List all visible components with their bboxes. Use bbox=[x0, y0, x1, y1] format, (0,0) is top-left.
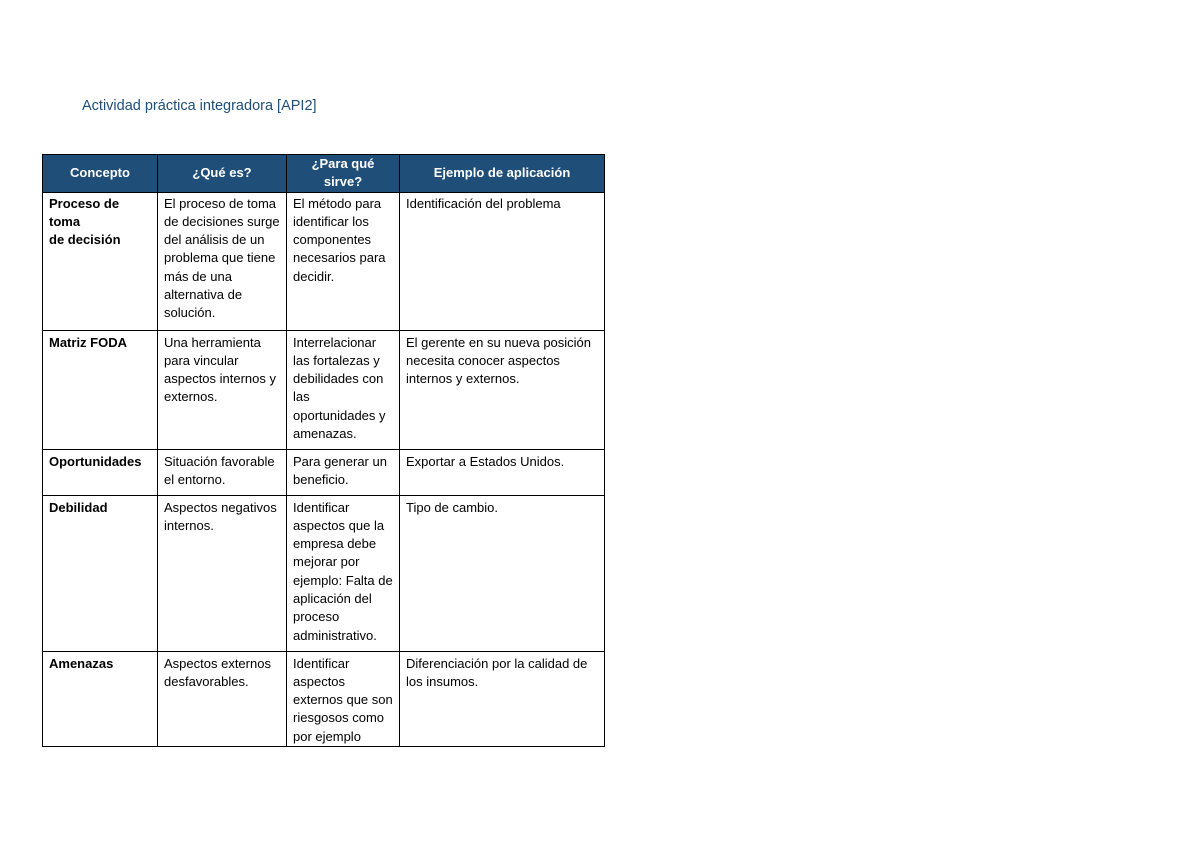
table-row bbox=[43, 651, 605, 746]
concept-table bbox=[42, 154, 605, 747]
example-text: Identificación del problema bbox=[406, 195, 561, 211]
header-ejemplo: Ejemplo de aplicación bbox=[400, 155, 605, 193]
table-row bbox=[43, 192, 605, 330]
example-cell bbox=[400, 192, 605, 330]
table-header-row bbox=[43, 155, 605, 193]
example-cell bbox=[400, 330, 605, 449]
purpose-cell bbox=[287, 192, 400, 330]
example-text: Diferenciación por la calidad de los insumos. bbox=[406, 655, 588, 689]
purpose-cell bbox=[287, 651, 400, 746]
concept-text: Debilidad bbox=[49, 499, 108, 515]
definition-cell bbox=[158, 651, 287, 746]
purpose-text: Identificar aspectos que la empresa debe mejorar por ejemplo: Falta de aplicación del proceso administrativo. bbox=[293, 499, 393, 643]
example-text: Exportar a Estados Unidos. bbox=[406, 453, 565, 469]
definition-text: Una herramienta para vincular aspectos internos y externos. bbox=[164, 334, 277, 405]
concept-cell bbox=[43, 651, 158, 746]
example-cell bbox=[400, 651, 605, 746]
purpose-text: Interrelacionar las fortalezas y debilidades con las oportunidades y amenazas. bbox=[293, 334, 386, 442]
purpose-text: Para generar un beneficio. bbox=[293, 453, 387, 487]
definition-text: Aspectos negativos internos. bbox=[164, 499, 277, 533]
definition-text: Situación favorable el entorno. bbox=[164, 453, 275, 487]
document-title: Actividad práctica integradora [API2] bbox=[82, 98, 317, 114]
concept-text: Proceso de toma de decisión bbox=[49, 195, 121, 248]
header-que-es: ¿Qué es? bbox=[158, 155, 287, 193]
example-cell bbox=[400, 495, 605, 651]
concept-cell bbox=[43, 495, 158, 651]
table-row bbox=[43, 330, 605, 449]
purpose-cell bbox=[287, 495, 400, 651]
definition-cell bbox=[158, 495, 287, 651]
purpose-text: Identificar aspectos externos que son riesgosos como por ejemplo bbox=[293, 655, 393, 744]
definition-cell bbox=[158, 330, 287, 449]
definition-text: El proceso de toma de decisiones surge del análisis de un problema que tiene más de una alternativa de solución. bbox=[164, 195, 280, 321]
example-text: El gerente en su nueva posición necesita conocer aspectos internos y externos. bbox=[406, 334, 592, 387]
purpose-cell bbox=[287, 449, 400, 495]
header-concepto: Concepto bbox=[43, 155, 158, 193]
concept-text: Oportunidades bbox=[49, 453, 142, 469]
concept-text: Matriz FODA bbox=[49, 334, 127, 350]
concept-cell bbox=[43, 330, 158, 449]
header-para-que-sirve: ¿Para qué sirve? bbox=[287, 155, 400, 193]
definition-cell bbox=[158, 192, 287, 330]
example-cell bbox=[400, 449, 605, 495]
definition-cell bbox=[158, 449, 287, 495]
example-text: Tipo de cambio. bbox=[406, 499, 499, 515]
table-row bbox=[43, 495, 605, 651]
definition-text: Aspectos externos desfavorables. bbox=[164, 655, 271, 689]
purpose-text: El método para identificar los componentes necesarios para decidir. bbox=[293, 195, 386, 284]
concept-cell bbox=[43, 449, 158, 495]
concept-cell bbox=[43, 192, 158, 330]
table-row bbox=[43, 449, 605, 495]
purpose-cell bbox=[287, 330, 400, 449]
concept-text: Amenazas bbox=[49, 655, 114, 671]
